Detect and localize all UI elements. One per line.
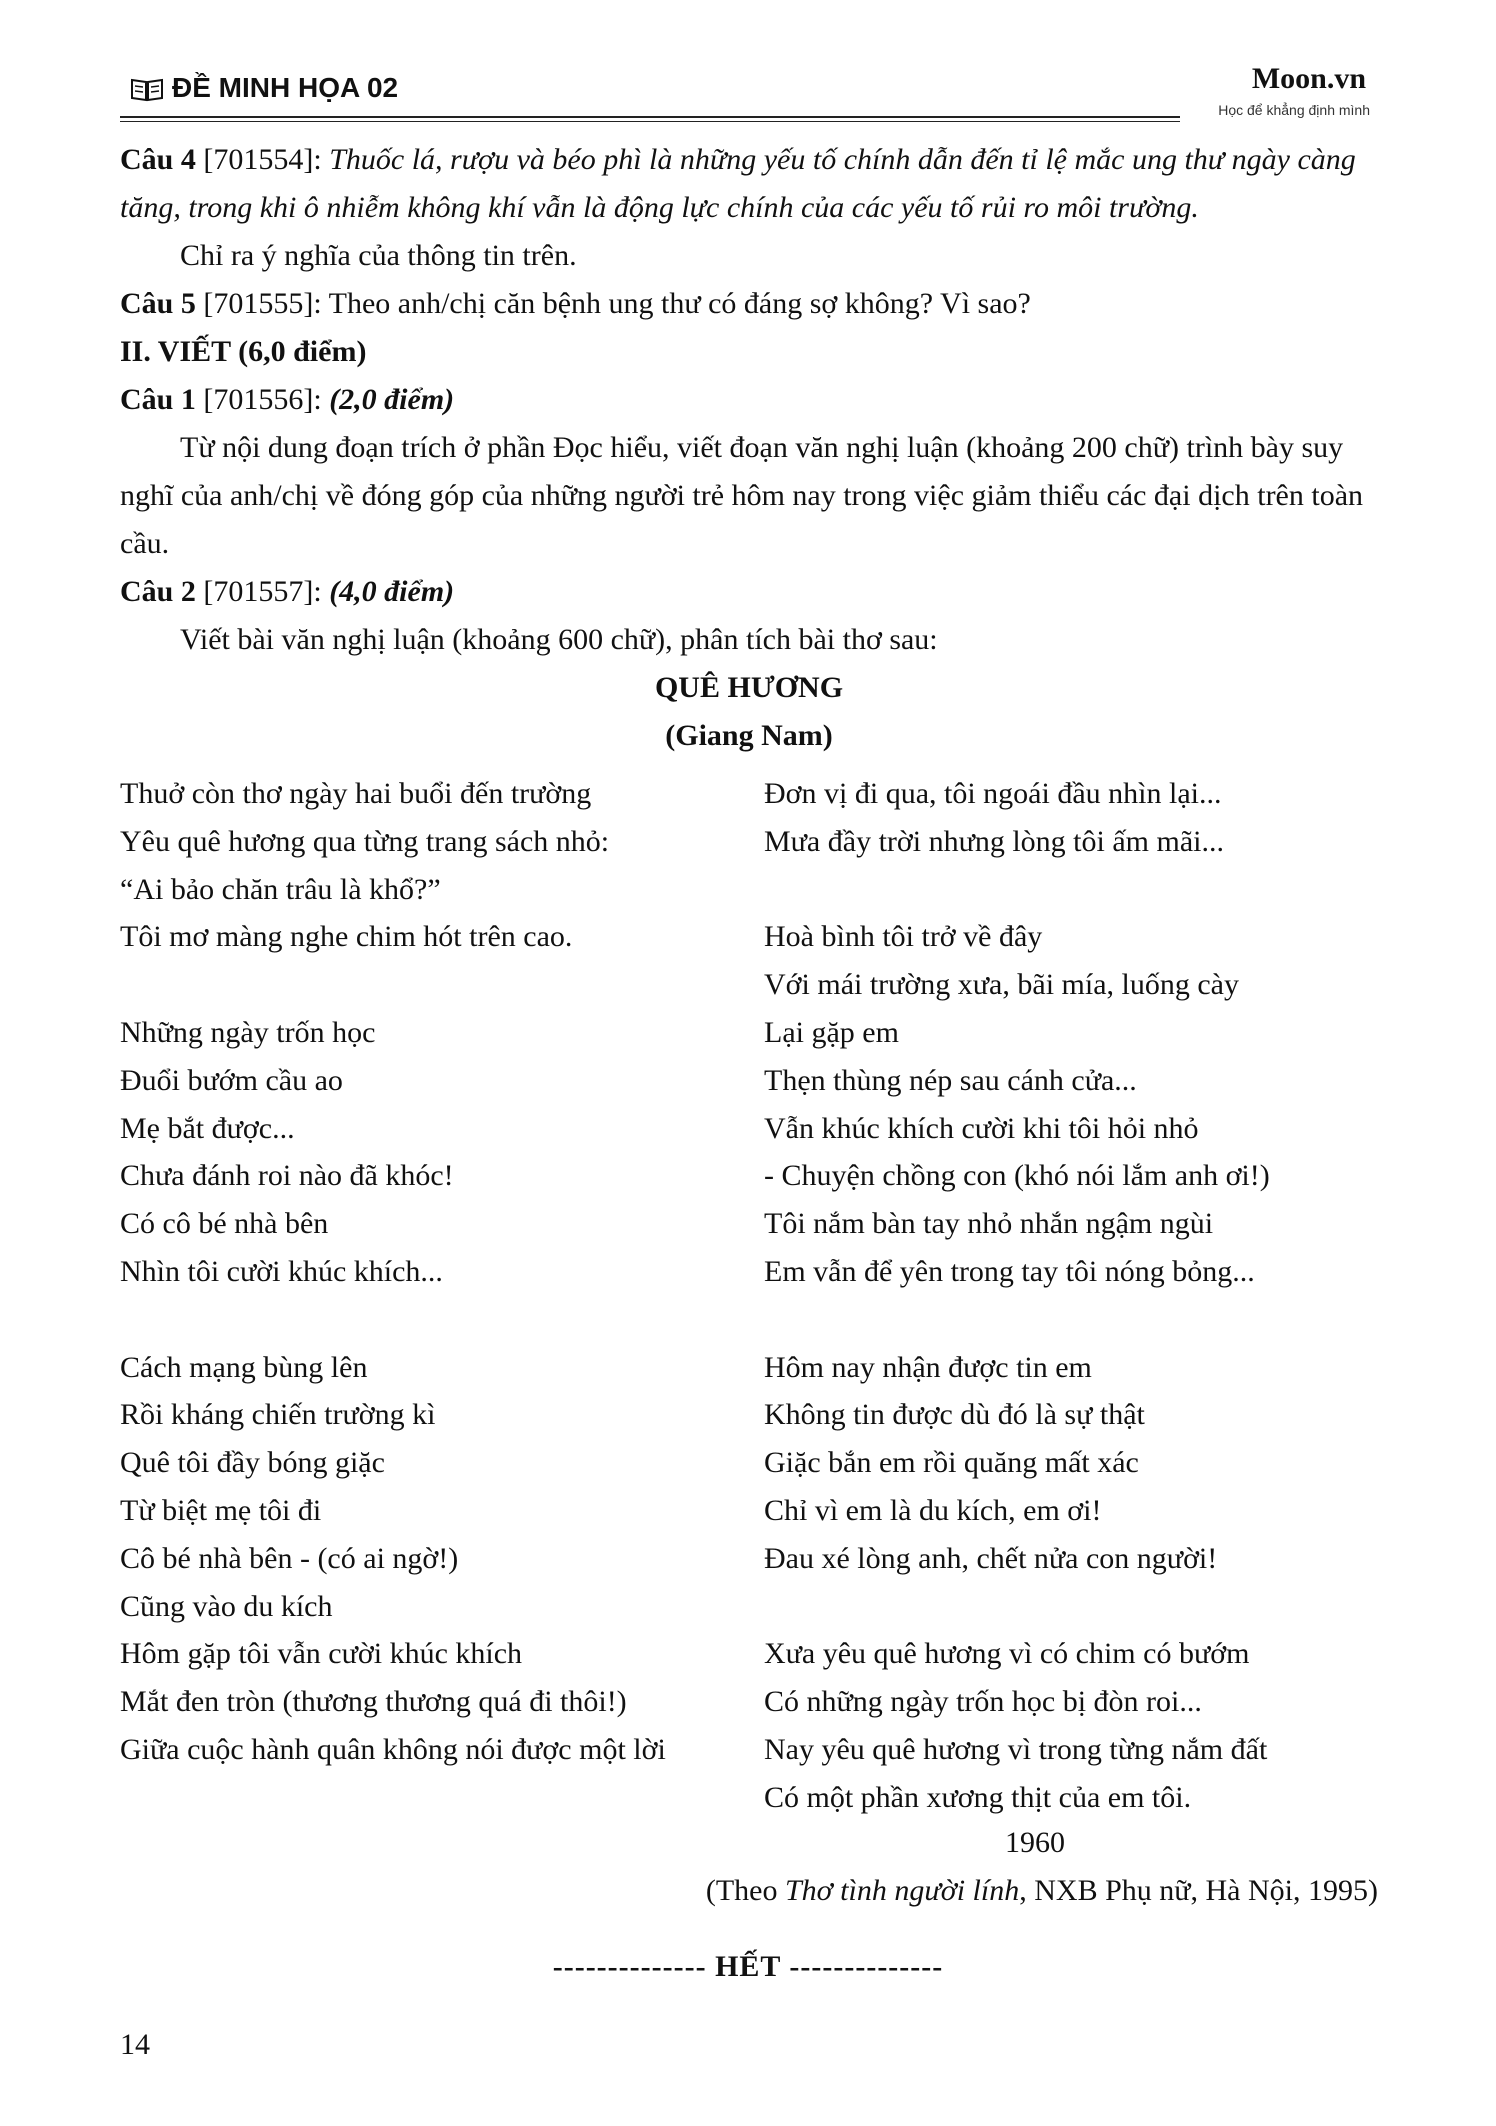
poem-author: (Giang Nam)	[665, 719, 833, 752]
poem-line: Chỉ vì em là du kích, em ơi!	[764, 1493, 1102, 1527]
poem-right-column	[764, 770, 1270, 1822]
poem-line	[764, 866, 1270, 914]
section-heading: II. VIẾT (6,0 điểm)	[120, 335, 367, 368]
poem-line: Thẹn thùng nép sau cánh cửa...	[764, 1063, 1137, 1097]
page-number: 14	[120, 2028, 150, 2061]
poem-line: Có cô bé nhà bên	[120, 1207, 329, 1241]
question-code: [701557]:	[203, 575, 322, 608]
poem-line: Xưa yêu quê hương vì có chim có bướm	[764, 1637, 1250, 1671]
poem-line: Mắt đen tròn (thương thương quá đi thôi!)	[120, 1685, 627, 1719]
question-label: Câu 1	[120, 383, 196, 416]
question-4-instruction: Chỉ ra ý nghĩa của thông tin trên.	[180, 239, 577, 272]
poem-line: Giặc bắn em rồi quăng mất xác	[764, 1446, 1139, 1480]
poem-left-column	[120, 770, 666, 1774]
poem-line: Mẹ bắt được...	[120, 1111, 295, 1145]
header-rule	[120, 116, 1180, 118]
poem-line: Yêu quê hương qua từng trang sách nhỏ:	[120, 824, 610, 858]
poem-line: Nay yêu quê hương vì trong từng nắm đất	[764, 1732, 1268, 1766]
writing-question-1	[120, 376, 1378, 424]
source-title: Thơ tình người lính	[784, 1874, 1020, 1907]
writing-question-2	[120, 568, 1378, 616]
question-points: (2,0 điểm)	[329, 383, 455, 416]
brand-logo: Moon.vn	[1251, 62, 1366, 95]
writing-question-1-text: Từ nội dung đoạn trích ở phần Đọc hiểu, viết đoạn văn nghị luận (khoảng 200 chữ) trình bày suy nghĩ của anh/chị về đóng góp của những người trẻ hôm nay trong việc giảm thiểu các đại dịch trên toàn cầu.	[120, 431, 1364, 560]
question-code: [701556]:	[203, 383, 322, 416]
questions-section	[120, 136, 1378, 760]
poem-line	[120, 1296, 666, 1344]
source-prefix: (Theo	[705, 1874, 785, 1907]
poem-line	[764, 1296, 1270, 1344]
poem-year: 1960	[1005, 1826, 1065, 1859]
poem-line: Đuổi bướm cầu ao	[120, 1063, 343, 1097]
poem-line: Có những ngày trốn học bị đòn roi...	[764, 1685, 1202, 1719]
poem-line: Hôm gặp tôi vẫn cười khúc khích	[120, 1637, 523, 1671]
poem-line: Từ biệt mẹ tôi đi	[120, 1493, 322, 1527]
poem-line: Không tin được dù đó là sự thật	[764, 1398, 1145, 1432]
question-label: Câu 4	[120, 143, 196, 176]
poem-line: Đau xé lòng anh, chết nửa con người!	[764, 1541, 1218, 1575]
writing-question-2-text: Viết bài văn nghị luận (khoảng 600 chữ), phân tích bài thơ sau:	[180, 623, 938, 656]
poem-line	[120, 961, 666, 1009]
poem-line: Vẫn khúc khích cười khi tôi hỏi nhỏ	[764, 1111, 1199, 1145]
end-mark: -------------- HẾT --------------	[552, 1950, 944, 1983]
poem-source	[706, 1874, 1378, 1908]
question-quote: Thuốc lá, rượu và béo phì là những yếu tố chính dẫn đến tỉ lệ mắc ung thư ngày càng tăng, trong khi ô nhiễm không khí vẫn là động lực chính của các yếu tố rủi ro môi trường.	[120, 143, 1356, 224]
poem-line: Em vẫn để yên trong tay tôi nóng bỏng...	[764, 1254, 1255, 1288]
poem-line: Cô bé nhà bên - (có ai ngờ!)	[120, 1541, 459, 1575]
poem-line: Hoà bình tôi trở về đây	[764, 920, 1043, 954]
question-points: (4,0 điểm)	[329, 575, 455, 608]
poem-line: Giữa cuộc hành quân không nói được một lời	[120, 1732, 666, 1766]
poem-line: Lại gặp em	[764, 1015, 899, 1049]
poem-line: Tôi nắm bàn tay nhỏ nhắn ngậm ngùi	[764, 1207, 1214, 1241]
source-suffix: , NXB Phụ nữ, Hà Nội, 1995)	[1019, 1874, 1378, 1907]
question-4	[120, 136, 1378, 232]
poem-line: Với mái trường xưa, bãi mía, luống cày	[764, 968, 1239, 1002]
poem-line: Rồi kháng chiến trường kì	[120, 1398, 436, 1432]
poem-line: Quê tôi đầy bóng giặc	[120, 1446, 385, 1480]
poem-line: Những ngày trốn học	[120, 1015, 376, 1049]
book-icon	[130, 76, 164, 102]
page-header	[120, 62, 1378, 122]
question-label: Câu 5	[120, 287, 196, 320]
question-5	[120, 280, 1378, 328]
poem-line: Mưa đầy trời nhưng lòng tôi ấm mãi...	[764, 824, 1224, 858]
poem-line: Hôm nay nhận được tin em	[764, 1350, 1092, 1384]
poem-line: Cũng vào du kích	[120, 1589, 333, 1623]
poem-line: Chưa đánh roi nào đã khóc!	[120, 1159, 454, 1193]
poem-line: Tôi mơ màng nghe chim hót trên cao.	[120, 920, 573, 954]
poem-line: “Ai bảo chăn trâu là khổ?”	[120, 872, 441, 906]
poem-line: Đơn vị đi qua, tôi ngoái đầu nhìn lại...	[764, 777, 1222, 810]
exam-title: ĐỀ MINH HỌA 02	[172, 72, 399, 103]
question-label: Câu 2	[120, 575, 196, 608]
question-code: [701554]:	[203, 143, 322, 176]
poem-line	[764, 1583, 1270, 1631]
header-rule-thin	[120, 121, 1180, 122]
poem-line: - Chuyện chồng con (khó nói lắm anh ơi!)	[764, 1159, 1270, 1193]
poem-line: Có một phần xương thịt của em tôi.	[764, 1780, 1192, 1814]
brand-slogan: Học để khẳng định mình	[1218, 102, 1370, 118]
poem-title: QUÊ HƯƠNG	[654, 671, 844, 704]
question-text: [701555]: Theo anh/chị căn bệnh ung thư có đáng sợ không? Vì sao?	[203, 287, 1031, 320]
poem-line: Cách mạng bùng lên	[120, 1350, 368, 1384]
poem-line: Nhìn tôi cười khúc khích...	[120, 1254, 443, 1288]
poem-line: Thuở còn thơ ngày hai buổi đến trường	[120, 777, 592, 810]
